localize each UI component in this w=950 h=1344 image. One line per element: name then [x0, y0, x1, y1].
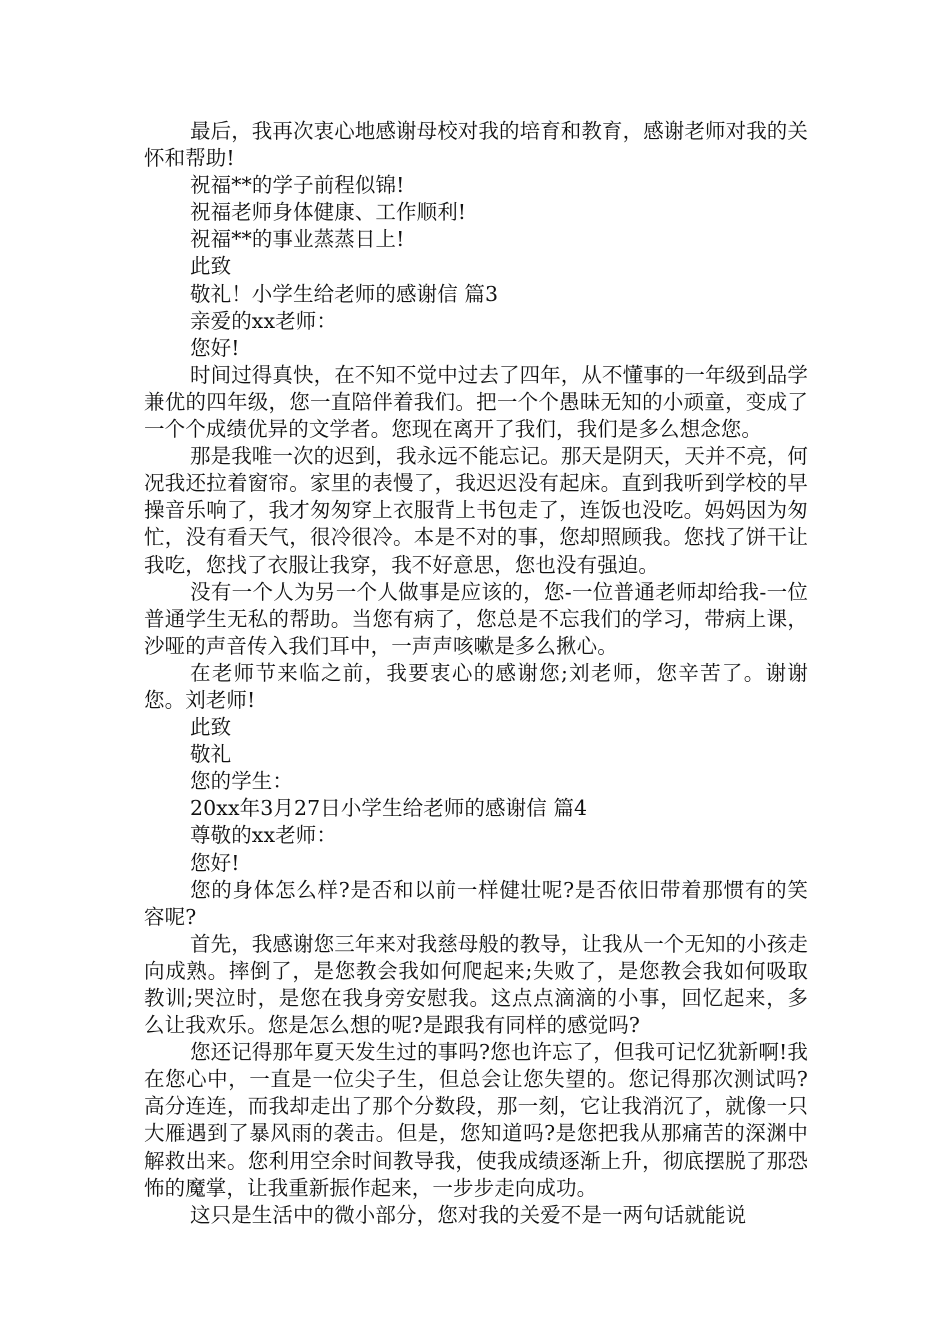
- paragraph-first-thanks: 首先，我感谢您三年来对我慈母般的教导，让我从一个无知的小孩走向成熟。摔倒了，是您教会我如何爬起来;失败了，是您教会我如何吸取教训;哭泣时，是您在我身旁安慰我。这点点滴滴的小事，回忆起来，多么让我欢乐。您是怎么想的呢?是跟我有同样的感觉吗?: [144, 931, 808, 1038]
- paragraph-signature: 您的学生：: [190, 769, 293, 794]
- letter-body: [144, 118, 808, 1229]
- paragraph-late-once: 那是我唯一次的迟到，我永远不能忘记。那天是阴天，天并不亮，何况我还拉着窗帘。家里的表慢了，我迟迟没有起床。直到我听到学校的早操音乐响了，我才匆匆穿上衣服背上书包走了，连饭也没吃。妈妈因为匆忙，没有看天气，很冷很冷。本是不对的事，您却照顾我。您找了饼干让我吃，您找了衣服让我穿，我不好意思，您也没有强迫。: [144, 444, 808, 577]
- paragraph-blessing-teachers: 祝福老师身体健康、工作顺利!: [190, 200, 467, 225]
- paragraph-cizhi-2: 此致: [190, 715, 232, 740]
- paragraph-help: 没有一个人为另一个人做事是应该的，您-一位普通老师却给我-一位普通学生无私的帮助。当您有病了，您总是不忘我们的学习，带病上课，沙哑的声音传入我们耳中，一声声咳嗽是多么揪心。: [144, 579, 808, 658]
- paragraph-blessing-students: 祝福**的学子前程似锦!: [190, 173, 405, 198]
- paragraph-closing-thanks: 最后，我再次衷心地感谢母校对我的培育和教育，感谢老师对我的关怀和帮助!: [144, 119, 808, 171]
- paragraph-greeting-4: 您好!: [190, 850, 240, 875]
- paragraph-cizhi: 此致: [190, 254, 232, 279]
- paragraph-jingli-2: 敬礼: [190, 742, 232, 767]
- paragraph-date-title-4: 20xx年3月27日小学生给老师的感谢信 篇4: [190, 796, 588, 821]
- paragraph-salutation-4: 尊敬的xx老师：: [190, 823, 337, 848]
- paragraph-small-part: 这只是生活中的微小部分，您对我的关爱不是一两句话就能说: [190, 1202, 747, 1227]
- paragraph-teachers-day: 在老师节来临之前，我要衷心的感谢您;刘老师，您辛苦了。谢谢您。刘老师!: [144, 660, 808, 712]
- paragraph-greeting-3: 您好!: [190, 335, 240, 360]
- paragraph-blessing-career: 祝福**的事业蒸蒸日上!: [190, 227, 405, 252]
- paragraph-summer: 您还记得那年夏天发生过的事吗?您也许忘了，但我可记忆犹新啊!我在您心中，一直是一位尖子生，但总会让您失望的。您记得那次测试吗?高分连连，而我却走出了那个分数段，那一刻，它让我消沉了，就像一只大雁遇到了暴风雨的袭击。但是，您知道吗?是您把我从那痛苦的深渊中解救出来。您利用空余时间教导我，使我成绩逐渐上升，彻底摆脱了那恐怖的魔掌，让我重新振作起来，一步步走向成功。: [144, 1040, 808, 1200]
- paragraph-salutation-3: 亲爱的xx老师：: [190, 308, 337, 333]
- paragraph-jingli-title-3: 敬礼！小学生给老师的感谢信 篇3: [190, 281, 499, 306]
- paragraph-health: 您的身体怎么样?是否和以前一样健壮呢?是否依旧带着那惯有的笑容呢?: [144, 877, 808, 929]
- paragraph-time-flies: 时间过得真快，在不知不觉中过去了四年，从不懂事的一年级到品学兼优的四年级，您一直陪伴着我们。把一个个愚昧无知的小顽童，变成了一个个成绩优异的文学者。您现在离开了我们，我们是多么想念您。: [144, 362, 808, 442]
